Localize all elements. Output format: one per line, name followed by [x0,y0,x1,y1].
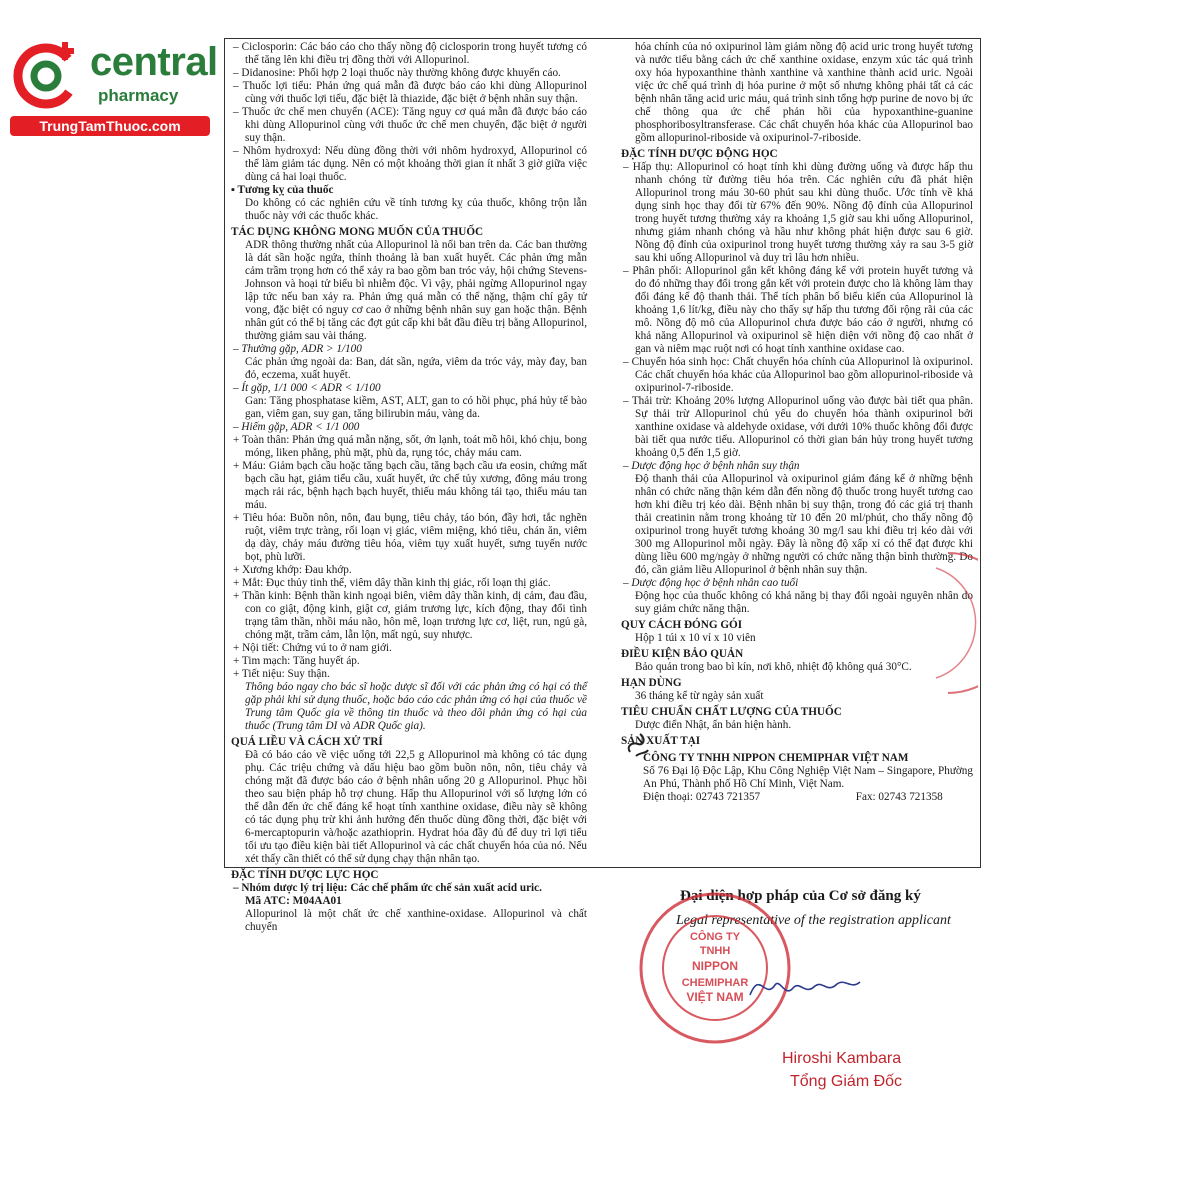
pk-absorption: – Hấp thụ: Allopurinol có hoạt tính khi dùng đường uống và được hấp thu nhanh chóng từ đường tiêu hóa trên. Các nghiên cứu đã phát hiện Allopurinol trong máu 30-60 phút sau khi dùng thuốc. Ước tính về khả dụng sinh học thay đổi từ 67% đến 90%. Nồng độ đỉnh của Allopurinol trong huyết tương thường xảy ra khoảng 1,5 giờ sau khi uống Allopurinol, nhưng giảm nhanh chóng và hầu như không phát hiện được sau 6 giờ. Nồng độ đỉnh của oxipurinol trong huyết tương thường xảy ra sau 3-5 giờ sau khi uống Allopurinol và duy trì lâu hơn nhiều. [623,161,973,264]
section-heading-packaging: QUY CÁCH ĐÓNG GÓI [621,619,743,631]
company-logo-icon [622,722,652,762]
adr-intro: ADR thông thường nhất của Allopurinol là nổi ban trên da. Các ban thường là dát sần hoặc ngứa, thỉnh thoảng là ban xuất huyết. Các phản ứng mẫn cảm trầm trọng hơn có thể xảy ra bao gồm ban tróc vảy, hội chứng Stevens-Johnson và hoại tử biểu bì nhiễm độc. Vì vậy, phải ngừng Allopurinol ngay lập tức nếu ban xảy ra. Phản ứng quá mẫn có thể nặng, thậm chí gây tử vong, đặc biệt có nguy cơ cao ở những bệnh nhân suy gan hoặc thận. Bệnh nhân gút có thể bị tăng các đợt gút cấp khi bắt đầu điều trị bằng Allopurinol, thường giảm sau vài tháng. [245,239,587,342]
adr-cardio: + Tim mạch: Tăng huyết áp. [233,655,360,667]
central-pharmacy-logo [10,38,225,138]
manufacturer-address: Số 76 Đại lộ Độc Lập, Khu Công Nghiệp Việt Nam – Singapore, Phường An Phú, Thành phố Hồ Chí Minh, Việt Nam. [643,765,973,790]
interaction-didanosine: – Didanosine: Phối hợp 2 loại thuốc này thường không được khuyến cáo. [233,67,561,79]
section-heading-adr: TÁC DỤNG KHÔNG MONG MUỐN CỦA THUỐC [231,226,484,238]
adr-uncommon: – Ít gặp, 1/1 000 < ADR < 1/100 [233,382,381,394]
pk-distribution: – Phân phối: Allopurinol gắn kết không đáng kể với protein huyết tương và do đó những thay đổi trong gắn kết với protein được cho là không làm thay đổi đáng kể độ thanh thải. Thể tích phân bố biểu kiến của Allopurinol là khoảng 1,6 lít/kg, điều này cho thấy sự hấp thu tương đối rộng rãi của các mô. Nồng độ mô của Allopurinol chưa được báo cáo ở người, nhưng có khả năng Allopurinol và oxipurinol sẽ hiện diện với nồng độ cao nhất ở gan và niêm mạc ruột nơi có hoạt tính xanthine oxidase cao. [623,265,973,355]
manufacturer-name: CÔNG TY TNHH NIPPON CHEMIPHAR VIỆT NAM [643,752,909,764]
pk-elderly-heading: – Dược động học ở bệnh nhân cao tuổi [623,577,799,589]
packaging-text: Hộp 1 túi x 10 vỉ x 10 viên [635,632,756,644]
pk-elderly-text: Động học của thuốc không có khả năng bị thay đổi ngoài nguyên nhân do suy giảm chức năng thận. [635,590,973,615]
adr-eyes: + Mắt: Đục thủy tinh thể, viêm dây thần kinh thị giác, rối loạn thị giác. [233,577,551,589]
logo-sub: pharmacy [98,86,179,105]
adr-rare: – Hiếm gặp, ADR < 1/1 000 [233,421,360,433]
overdose-text: Đã có báo cáo về việc uống tới 22,5 g Allopurinol mà không có tác dụng phụ. Các triệu chứng và dấu hiệu bao gồm buồn nôn, nôn, tiêu chảy và chóng mặt đã được báo cáo ở bệnh nhân uống 20 g Allopurinol. Phục hồi theo sau biện pháp hỗ trợ chung. Hấp thu Allopurinol với số lượng lớn có thể dẫn đến ức chế đáng kể hoạt tính xanthine oxidase, điều này sẽ không có tác dụng phụ trừ khi ảnh hưởng đến thuốc dùng đồng thời, đặc biệt với 6-mercaptopurin và/hoặc azathioprin. Hydrat hóa đầy đủ để duy trì lợi tiểu tối ưu tạo điều kiện bài tiết Allopurinol và các chất chuyển hóa của nó. Nếu xét thấy cần thiết có thể sử dụng chạy thận nhân tạo. [245,749,587,865]
pharmacodynamics-cont: hóa chính của nó oxipurinol làm giảm nồng độ acid uric trong huyết tương và nước tiểu bằng cách ức chế xanthine oxidase, enzym xúc tác quá trình oxy hóa hypoxanthine thành xanthine và xanthine thành acid uric. Ngoài việc ức chế quá trình dị hóa purine ở một số nhưng không phải tất cả các bệnh nhân tăng acid uric máu, quá trình sinh tổng hợp purine de novo bị ức chế thông qua ức chế phản hồi của hypoxanthine-guanine phosphoribosyltransferase. Các chất chuyển hóa khác của Allopurinol bao gồm allopurinol-riboside và oxipurinol-7-riboside. [635,41,973,144]
pharmacologic-group: – Nhóm dược lý trị liệu: Các chế phẩm ức chế sản xuất acid uric. [233,882,542,894]
atc-code: Mã ATC: M04AA01 [245,895,342,907]
quality-text: Dược điển Nhật, ấn bản hiện hành. [635,719,792,731]
section-heading-quality: TIÊU CHUẨN CHẤT LƯỢNG CỦA THUỐC [621,706,842,718]
adr-report-note: Thông báo ngay cho bác sĩ hoặc dược sĩ đối với các phản ứng có hại có thể gặp phải khi sử dụng thuốc, hoặc báo cáo các phản ứng có hại của thuốc về Trung tâm Quốc gia về thông tin thuốc và theo dõi phản ứng có hại của thuốc (Trung tâm DI và ADR Quốc gia). [245,681,587,732]
shelf-life-text: 36 tháng kể từ ngày sản xuất [635,690,764,702]
adr-common: – Thường gặp, ADR > 1/100 [233,343,362,355]
section-heading-manufacturer: SẢN XUẤT TẠI [621,735,701,747]
adr-urinary: + Tiết niệu: Suy thận. [233,668,330,680]
phone: Điện thoại: 02743 721357 [643,791,761,803]
side-stamp-icon [918,548,978,698]
adr-common-text: Các phản ứng ngoài da: Ban, dát sần, ngứa, viêm da tróc vảy, mày đay, ban đỏ, eczema, xuất huyết. [245,356,587,381]
pk-renal-text: Độ thanh thải của Allopurinol và oxipurinol giảm đáng kể ở những bệnh nhân có chức năng thận kém dẫn đến nồng độ thuốc trong huyết tương cao hơn khi điều trị kéo dài. Bệnh nhân bị suy thận, trong đó các giá trị thanh thải creatinin nằm trong khoảng từ 10 đến 20 ml/phút, cho thấy nồng độ oxipurinol trong huyết tương khoảng 30 mg/l sau khi điều trị kéo dài với 300 mg Allopurinol mỗi ngày. Đây là nồng độ xấp xỉ có thể đạt được khi dùng liều 600 mg/ngày ở những người có chức năng thận bình thường. Do đó, cần giảm liều Allopurinol ở bệnh nhân suy thận. [635,473,973,576]
section-heading-overdose: QUÁ LIỀU VÀ CÁCH XỬ TRÍ [231,736,383,748]
svg-text:CÔNG TY: CÔNG TY [689,931,741,943]
fax: Fax: 02743 721358 [855,791,943,803]
section-heading-pharmacodynamics: ĐẶC TÍNH DƯỢC LỰC HỌC [231,869,379,881]
adr-endocrine: + Nội tiết: Chứng vú to ở nam giới. [233,642,392,654]
section-heading-shelf-life: HẠN DÙNG [621,677,682,689]
signatory-role: Tổng Giám Đốc [790,1073,903,1090]
interaction-aluminium: – Nhôm hydroxyd: Nếu dùng đồng thời với nhôm hydroxyd, Allopurinol có thể làm giảm tác dụng. Nên có một khoảng thời gian ít nhất 3 giờ giữa việc dùng cả hai loại thuốc. [233,145,587,183]
signature-subtitle: Legal representative of the registration applicant [676,913,951,928]
adr-joints: + Xương khớp: Đau khớp. [233,564,352,576]
adr-general: + Toàn thân: Phản ứng quá mẫn nặng, sốt, ớn lạnh, toát mồ hôi, khó chịu, bong móng, liken phẳng, phù mặt, phù da, rụng tóc, chảy máu cam. [233,434,587,459]
handwritten-signature-icon [745,960,865,1010]
adr-uncommon-text: Gan: Tăng phosphatase kiềm, AST, ALT, gan to có hồi phục, phá hủy tế bào gan, viêm gan, suy gan, tăng bilirubin máu, vàng da. [245,395,587,420]
storage-text: Bảo quản trong bao bì kín, nơi khô, nhiệt độ không quá 30°C. [635,661,912,673]
svg-text:TNHH: TNHH [699,945,731,957]
pk-renal-heading: – Dược động học ở bệnh nhân suy thận [623,460,800,472]
section-heading-pharmacokinetics: ĐẶC TÍNH DƯỢC ĐỘNG HỌC [621,148,778,160]
pk-metabolism: – Chuyển hóa sinh học: Chất chuyển hóa chính của Allopurinol là oxipurinol. Các chất chuyển hóa khác của Allopurinol bao gồm allopurinol-riboside và oxipurinol-7-riboside. [623,356,973,394]
left-column [231,41,587,934]
logo-mark-icon [10,38,82,110]
adr-nervous: + Thần kinh: Bệnh thần kinh ngoại biên, viêm dây thần kinh, dị cảm, đau đầu, con co giật, động kinh, giật cơ, giảm trương lực, kích động, thay đổi tình trạng tâm thần, nhồi máu não, hôn mê, loạn trương lực cơ, liệt, run, ngủ gà, chóng mặt, trầm cảm, lẫn lộn, mất ngủ, suy nhược. [233,590,587,641]
pk-elimination: – Thải trừ: Khoảng 20% lượng Allopurinol uống vào được bài tiết qua phân. Sự thải trừ Allopurinol chủ yếu do chuyển hóa thành oxipurinol bởi xanthine oxidase và aldehyde oxidase, với dưới 10% thuốc không đổi được bài tiết qua nước tiểu. Allopurinol có thời gian bán hủy trong huyết tương khoảng 0,5 đến 1,5 giờ. [623,395,973,459]
logo-word: central [90,40,218,84]
svg-text:CHEMIPHAR: CHEMIPHAR [681,977,749,989]
signature-title: Đại diện hợp pháp của Cơ sở đăng ký [680,888,921,904]
incompatibility-heading: ▪ Tương kỵ của thuốc [231,184,334,196]
interaction-ciclosporin: – Ciclosporin: Các báo cáo cho thấy nồng độ ciclosporin trong huyết tương có thể tăng lên khi điều trị đồng thời với Allopurinol. [233,41,587,66]
section-heading-storage: ĐIỀU KIỆN BẢO QUẢN [621,648,744,660]
logo-site: TrungTamThuoc.com [10,116,210,136]
svg-text:NIPPON: NIPPON [691,959,739,973]
interaction-ace: – Thuốc ức chế men chuyển (ACE): Tăng nguy cơ quá mẫn đã được báo cáo khi dùng Allopurinol cùng với thuốc ức chế men chuyển, đặc biệt ở người suy thận. [233,106,587,144]
svg-text:VIỆT NAM: VIỆT NAM [686,990,744,1004]
adr-blood: + Máu: Giảm bạch cầu hoặc tăng bạch cầu, tăng bạch cầu ưa eosin, chứng mất bạch cầu hạt, giảm tiểu cầu, xuất huyết, ức chế tủy xương, đông máu trong mạch rải rác, bệnh hạch bạch huyết, thiếu máu không tái tạo, thiếu máu tan máu. [233,460,587,511]
adr-digestive: + Tiêu hóa: Buồn nôn, nôn, đau bụng, tiêu chảy, táo bón, đầy hơi, tắc nghẽn ruột, viêm trực tràng, rối loạn vị giác, viêm miệng, khó tiêu, chán ăn, viêm dạ dày, chảy máu đường tiêu hóa, viêm tụy xuất huyết, sưng tuyến nước bọt, phù lưỡi. [233,512,587,563]
pharmacodynamics-text: Allopurinol là một chất ức chế xanthine-oxidase. Allopurinol và chất chuyển [245,908,587,933]
signatory-name: Hiroshi Kambara [782,1050,902,1067]
manufacturer-contact [621,791,973,804]
incompatibility-text: Do không có các nghiên cứu về tính tương kỵ của thuốc, không trộn lẫn thuốc này với các thuốc khác. [245,197,587,222]
interaction-diuretics: – Thuốc lợi tiểu: Phản ứng quá mẫn đã được báo cáo khi dùng Allopurinol cùng với thuốc lợi tiểu, đặc biệt là thiazide, đặc biệt ở bệnh nhân suy thận. [233,80,587,105]
